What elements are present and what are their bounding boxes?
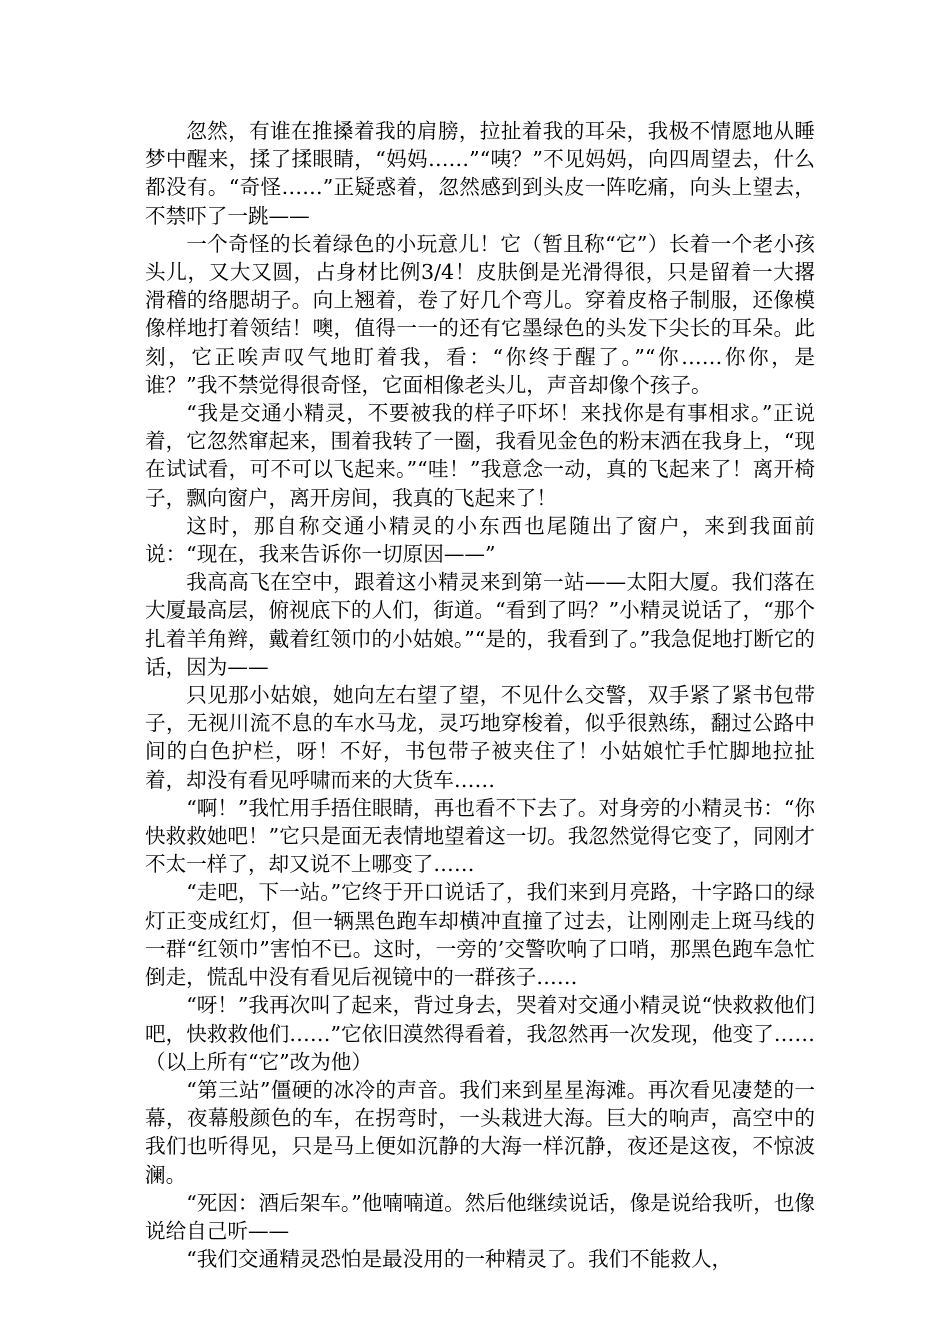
paragraph-1: 忽然，有谁在推搡着我的肩膀，拉扯着我的耳朵，我极不情愿地从睡梦中醒来，揉了揉眼睛，“妈妈……”“咦？”不见妈妈，向四周望去，什么都没有。“奇怪……”正疑惑着，忽然感到到头皮一阵吃痛，向头上望去，不禁吓了一跳—— <box>145 119 815 228</box>
paragraph-10: “第三站”僵硬的冰冷的声音。我们来到星星海滩。再次看见凄楚的一幕，夜幕般颜色的车，在拐弯时，一头栽进大海。巨大的响声，高空中的我们也听得见，只是马上便如沉静的大海一样沉静，夜还是这夜，不惊波澜。 <box>145 1077 815 1187</box>
document-body <box>145 117 815 1273</box>
paragraph-12: “我们交通精灵恐怕是最没用的一种精灵了。我们不能救人， <box>186 1247 733 1272</box>
paragraph-2: 一个奇怪的长着绿色的小玩意儿！它（暂且称“它”）长着一个老小孩头儿，又大又圆，占身材比例3/4！皮肤倒是光滑得很，只是留着一大撂滑稽的络腮胡子。向上翘着，卷了好几个弯儿。穿着皮格子制服，还像模像样地打着领结！噢，值得一一的还有它墨绿色的头发下尖长的耳朵。此刻，它正唉声叹气地盯着我，看：“你终于醒了。”“你……你你，是谁？”我不禁觉得很奇怪，它面相像老头儿，声音却像个孩子。 <box>145 231 815 397</box>
paragraph-5: 我高高飞在空中，跟着这小精灵来到第一站——太阳大厦。我们落在大厦最高层，俯视底下的人们，街道。“看到了吗？”小精灵说话了，“那个扎着羊角辫，戴着红领巾的小姑娘。”“是的，我看到了。”我急促地打断它的话，因为—— <box>145 570 815 679</box>
paragraph-3: “我是交通小精灵，不要被我的样子吓坏！来找你是有事相求。”正说着，它忽然窜起来，围着我转了一圈，我看见金色的粉末洒在我身上，“现在试试看，可不可以飞起来。”“哇！”我意念一动，真的飞起来了！离开椅子，飘向窗户，离开房间，我真的飞起来了！ <box>145 401 815 510</box>
paragraph-6: 只见那小姑娘，她向左右望了望，不见什么交警，双手紧了紧书包带子，无视川流不息的车水马龙，灵巧地穿梭着，似乎很熟练，翻过公路中间的白色护栏，呀！不好，书包带子被夹住了！小姑娘忙手忙脚地拉扯着，却没有看见呼啸而来的大货车…… <box>145 683 815 792</box>
paragraph-8: “走吧，下一站。”它终于开口说话了，我们来到月亮路，十字路口的绿灯正变成红灯，但一辆黑色跑车却横冲直撞了过去，让刚刚走上斑马线的一群“红领巾”害怕不已。这时，一旁的’交警吹响了口哨，那黑色跑车急忙倒走，慌乱中没有看见后视镜中的一群孩子…… <box>145 880 815 990</box>
paragraph-4: 这时，那自称交通小精灵的小东西也尾随出了窗户，来到我面前说：“现在，我来告诉你一切原因——” <box>145 513 815 567</box>
paragraph-7: “啊！”我忙用手捂住眼睛，再也看不下去了。对身旁的小精灵书：“你快救救她吧！”它只是面无表情地望着这一切。我忽然觉得它变了，同刚才不太一样了，却又说不上哪变了…… <box>145 795 815 877</box>
paragraph-9: “呀！”我再次叫了起来，背过身去，哭着对交通小精灵说“快救救他们吧，快救救他们……”它依旧漠然得看着，我忽然再一次发现，他变了……（以上所有“它”改为他） <box>145 993 815 1074</box>
paragraph-11: “死因：酒后架车。”他喃喃道。然后他继续说话，像是说给我听，也像说给自己听—— <box>145 1190 815 1243</box>
